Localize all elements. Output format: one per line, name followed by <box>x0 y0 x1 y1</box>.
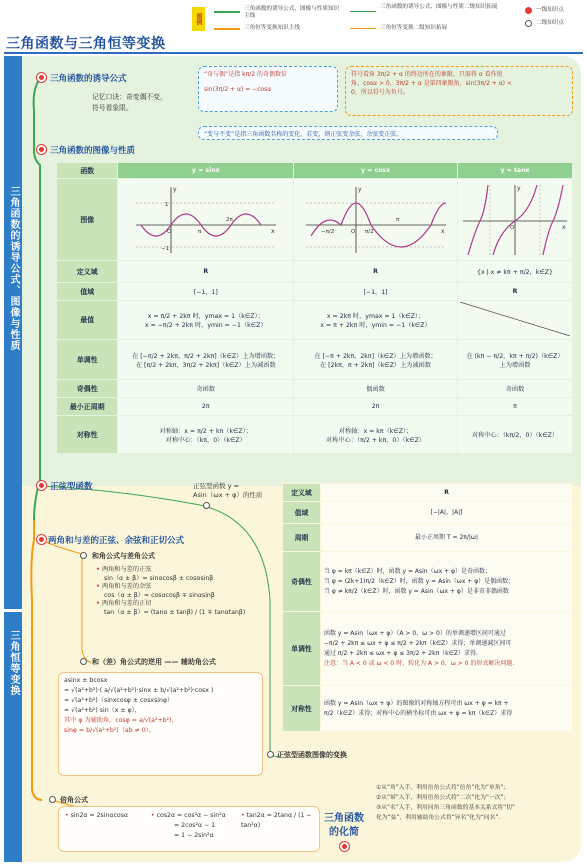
sine-type-title: 正弦型函数 <box>50 482 93 492</box>
node-induction-dot-icon <box>37 73 46 82</box>
callout-odd-even: “奇与偶”是指 kπ/2 的奇偶数倍 sin(3π/2 + α) = −cosα <box>198 66 338 112</box>
table-row: 定义域 R R {x | x ≠ kπ + π/2，k∈Z} <box>57 261 573 283</box>
table-row: 对称性 函数 y = Asin（ωx + φ）的图像的对称轴方程可由 ωx + φ = kπ + π/2（k∈Z）求得；对称中心的横坐标可由 ωx + φ = kπ（k∈Z）求得 <box>283 686 573 732</box>
sum-diff-title: 两角和与差的正弦、余弦和正切公式 <box>48 536 185 546</box>
node-sum-diff-dot-icon <box>37 535 46 544</box>
tan-extreme-none <box>457 301 572 340</box>
tangent-curve-graph <box>460 181 570 257</box>
svg-text:x: x <box>561 223 566 231</box>
svg-text:x: x <box>440 227 445 235</box>
svg-text:O: O <box>509 224 515 231</box>
node-simplify-dot-icon <box>340 842 349 851</box>
induction-memo: 记忆口诀：奇变偶不变， 符号看象限。 <box>92 93 167 112</box>
table-row: 周期 最小正周期 T = 2π/|ω| <box>283 524 573 552</box>
node-sine-property-dot-icon <box>203 502 210 509</box>
table-row: 单调性 函数 y = Asin（ωx + φ）（A > 0，ω > 0）的单调递增区间可通过 −π/2 + 2kπ ≤ ωx + φ ≤ π/2 + 2kπ（k∈Z）求得；单调递减区间可 通过 π/2 + 2kπ ≤ ωx + φ ≤ 3π/2 + 2kπ（k∈Z）求得. 注意：当 A < 0 或 ω < 0 时，转化为 A > 0，ω > 0 的形式解决问题. <box>283 612 573 686</box>
svg-text:x: x <box>270 227 275 235</box>
table-row: 值域 [−|A|，|A|] <box>283 502 573 524</box>
legend-main-top: 三角函数的诱导公式、图像与性质知识主线 <box>244 6 340 19</box>
svg-text:π: π <box>395 216 399 223</box>
svg-text:2π: 2π <box>225 216 233 223</box>
trig-properties-table <box>56 162 573 454</box>
table-row: 函数 y = sinx y = cosx y = tanx <box>57 163 573 179</box>
section-band-1: 三角函数的诱导公式、图像与性质 <box>4 56 22 609</box>
callout-sign-quadrant: 符号看角 3π/2 + α 的终边所在的象限，只需将 α 看作锐 角，cosα > 0，3π/2 + α 是第四象限角，sin(3π/2 + α) < 0，所以符号为负号。 <box>345 66 573 116</box>
table-row: 最小正周期 2π 2π π <box>57 398 573 416</box>
sum-diff-formula-list: • 两角和与差的正弦 sin（α ± β）= sinαcosβ ± cosαsinβ • 两角和与差的余弦 cos（α ± β）= cosαcosβ ∓ sinαsinβ • 两角和与差的正切 tan（α ± β）= (tanα ± tanβ) / (1 ∓ tanαtanβ) <box>96 566 246 616</box>
svg-text:1: 1 <box>164 201 169 208</box>
table-row: 奇偶性 奇函数 偶函数 奇函数 <box>57 380 573 398</box>
double-angle-title: 倍角公式 <box>60 796 88 804</box>
svg-text:O: O <box>166 228 172 235</box>
table-row: 单调性 在 [−π/2 + 2kπ，π/2 + 2kπ]（k∈Z）上为增函数； 在 [π/2 + 2kπ，3π/2 + 2kπ]（k∈Z）上为减函数 在 [−π + 2kπ，2kπ]（k∈Z）上为增函数； 在 [2kπ，π + 2kπ]（k∈Z）上为减函数 在 (kπ − π/2，kπ + π/2)（k∈Z） 上为增函数 <box>57 340 573 380</box>
node-sine-type-dot-icon <box>37 481 46 490</box>
legend-main-bottom: 三角恒等变换知识主线 <box>244 25 300 31</box>
node-graph-dot-icon <box>37 145 46 154</box>
simplify-steps: ①从“角”入手，利用倍角公式将“倍角”化为“单角”； ②从“幂”入手，利用倍角公式将“二次”化为“一次”； ③从“名”入手，利用同角三角函数的基本关系式将“切” 化为“弦”，利用辅助角公式将“异名”化为“同名”. <box>376 785 515 821</box>
table-row: 最值 x = π/2 + 2kπ 时，ymax = 1（k∈Z）； x = −π/2 + 2kπ 时，ymin = −1（k∈Z） x = 2kπ 时，ymax = 1（k∈Z）； x = π + 2kπ 时，ymin = −1（k∈Z） <box>57 301 573 340</box>
svg-text:π: π <box>197 228 202 235</box>
svg-text:O: O <box>350 228 355 235</box>
diagonal-slash <box>460 302 570 336</box>
page-title: 三角函数与三角恒等变换 <box>6 36 166 52</box>
tan-graph <box>457 179 572 261</box>
sum-diff-subtitle: 和角公式与差角公式 <box>92 552 155 560</box>
sine-type-property-label: 正弦型函数 y = Asin（ωx + φ）的性质 <box>193 482 263 499</box>
simplify-title: 三角函数 的化简 <box>324 813 364 838</box>
svg-text:−π/2: −π/2 <box>320 228 334 235</box>
svg-text:−1: −1 <box>160 245 169 252</box>
cosine-curve-graph <box>301 181 451 257</box>
sine-transform-label: 正弦型函数图像的变换 <box>277 751 347 759</box>
callout-change: “变与不变”是指三角函数名称的变化，若变，则正弦变余弦，余弦变正弦。 <box>198 126 498 140</box>
svg-text:y: y <box>357 185 362 193</box>
graph-title: 三角函数的图像与性质 <box>50 146 136 156</box>
legend-sub-bottom: 三角恒等变换二级知识拓展 <box>380 25 448 31</box>
sine-curve-graph <box>131 181 281 257</box>
table-row: 对称性 对称轴：x = π/2 + kπ（k∈Z）； 对称中心：（kπ，0）（k∈Z） 对称轴：x = kπ（k∈Z）； 对称中心：（π/2 + kπ，0）（k∈Z） 对称中心：（kπ/2，0）（k∈Z） <box>57 416 573 454</box>
legend-level1: 一级知识点 <box>536 7 564 13</box>
legend-tag: 图例 <box>192 7 205 31</box>
node-aux-angle-dot-icon <box>80 658 87 665</box>
sine-type-table <box>282 483 573 732</box>
node-sum-formula-dot-icon <box>80 552 87 559</box>
table-row: 图像 y x 1 −1 O π 2π y x O −π/2 π/2 π y x O <box>57 179 573 261</box>
table-row: 定义域 R <box>283 484 573 502</box>
table-row: 奇偶性 当 φ = kπ（k∈Z）时，函数 y = Asin（ωx + φ）是奇函数； 当 φ = (2k+1)π/2（k∈Z）时，函数 y = Asin（ωx + φ）是偶函数； 当 φ ≠ kπ/2（k∈Z）时，函数 y = Asin（ωx + φ）是非奇非偶函数 <box>283 552 573 612</box>
svg-text:y: y <box>516 184 521 192</box>
aux-angle-title: 和（差）角公式的逆用 —— 辅助角公式 <box>92 658 216 666</box>
legend-level2: 二级知识点 <box>536 20 564 26</box>
aux-angle-derivation: asinx ± bcosx = √(a²+b²)·( a/√(a²+b²)·sinx ± b/√(a²+b²)·cosx ) = √(a²+b²)（sinxcosφ ± cosxsinφ） = √(a²+b²) sin（x ± φ）， 其中 φ 为辅助角，cosφ = a/√(a²+b²)， sinφ = b/√(a²+b²)（ab ≠ 0）。 <box>58 672 263 776</box>
table-row: 值域 [−1，1] [−1，1] R <box>57 283 573 301</box>
section-band-2: 三角恒等变换 <box>4 612 22 862</box>
svg-text:y: y <box>172 185 177 193</box>
svg-text:π/2: π/2 <box>364 228 374 235</box>
node-double-angle-dot-icon <box>49 796 56 803</box>
node-transform-dot-icon <box>267 751 274 758</box>
legend-sub-top: 三角函数的诱导公式、图像与性质二级知识拓展 <box>380 4 498 10</box>
induction-title: 三角函数的诱导公式 <box>50 74 127 84</box>
cos-graph <box>294 179 458 261</box>
double-angle-formulas: • sin2α = 2sinαcosα • cos2α = cos²α − sin²α = 2cos²α − 1 = 1 − 2sin²α • tan2α = 2tanα / (1 − tan²α) <box>58 806 320 852</box>
sin-graph <box>118 179 294 261</box>
